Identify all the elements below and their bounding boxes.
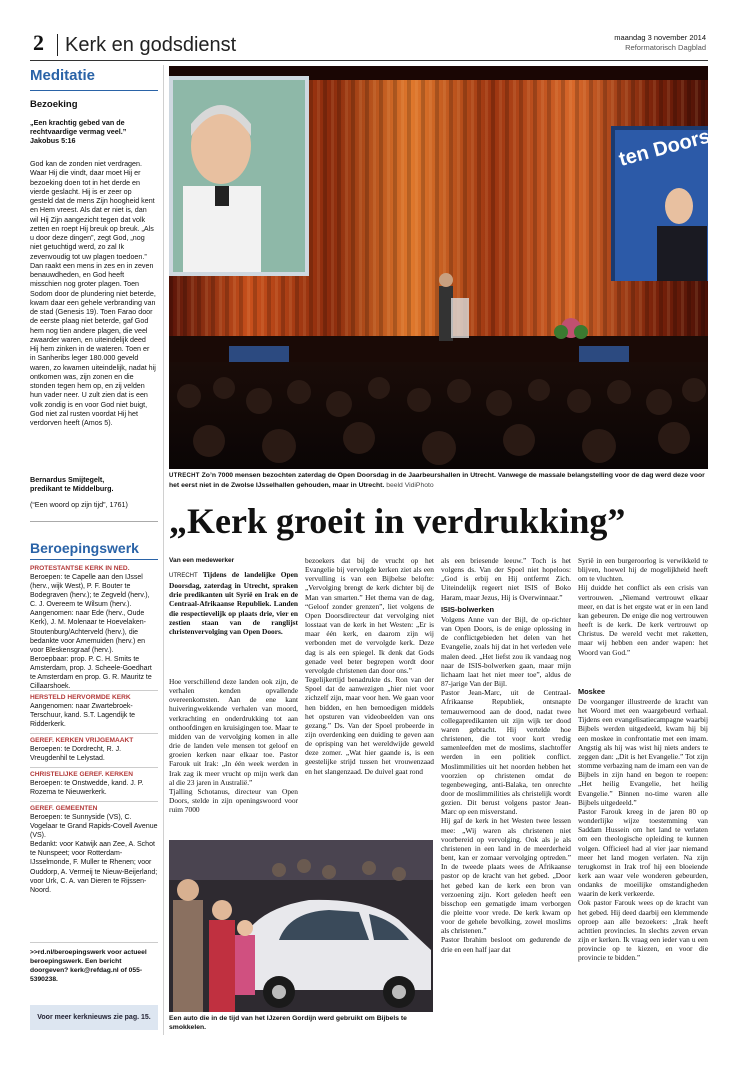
group-text-cgk: Beroepen: te Onstwedde, kand. J. P. Rozema te Nieuwerkerk.: [30, 780, 144, 797]
subhead-moskee: Moskee: [578, 687, 606, 696]
meditatie-quote: „Een krachtig gebed van de rechtvaardige vermag veel.” Jakobus 5:16: [30, 118, 127, 145]
meditatie-section: [30, 61, 158, 531]
page-number: 2: [33, 30, 44, 55]
article-col2: bezoekers dat bij de vrucht op het Evangelie bij vervolgde kerken ziet als een vervulling is van een Bijbelse belofte: „Vervolging brengt de kerk dichter bij de Man van smarten.” Het thema van de dag, “Geloof zonder grenzen”, liet volgens de Open Doorsdirecteur dat vervolging niet losstaat van de kerk in het Westen: „Er is maar één kerk, en daarom zijn wij verbonden met de vervolgde kerk. Deze dag is als een spiegel. Ik denk dat Gods genade veel beter begrepen wordt door vervolgde christenen dan door ons.” Tegelijkertijd benadrukte ds. Ron van der Spoel dat de aanwezigen „hier niet voor zichzelf zijn, maar voor hen. We gaan voor hen bidden, en hen bemoedigen middels het opsturen van videobeelden van ons gezang.” Ds. Van der Spoel probeerde in zijn overdenking een duiding te geven aan de oprisping van het wereldwijde geweld deze zomer. „Wat hier gaande is, is een geestelijke strijd tussen het vrouwenzaad en het slangenzaad. De duivel gaat rond: [305, 556, 434, 776]
group-text-pkn: Beroepen: te Capelle aan den IJssel (herv., wijk West), P. F. Bouter te Bodegraven (herv.); te Zegveld (herv.), C. J. Overeem te Wilsum (herv.). Aangenomen: naar Ede (herv., Oude Kerk), J. M. Molenaar te Hoevelaken-Stoutenburg/Achterveld (herv.), die bedankte voor Arnemuiden (herv.) en voor Bleskensgraaf (herv.). Beroepbaar: prop. P. C. H. Smits te Amsterdam, prop. J. Scheele-Goedhart te Amsterdam en prop. G. R. Mauritz te Cillaarshoek.: [30, 574, 152, 691]
group-title-gg: GEREF. GEMEENTEN: [30, 805, 98, 812]
subhead-isis: ISIS-bolwerken: [441, 605, 494, 614]
article-col4-body: De voorganger illustreerde de kracht van het Woord met een waargebeurd verhaal. Tijdens een evangelisatiecampagne waarbij Bijbels werden uitgedeeld, kwam hij bij een moskee in confrontatie met een imam. Angstig als hij was wist hij niets anders te zeggen dan: „Dit is het Evangelie.” Tot zijn stomme verbazing nam de imam een van de Bijbels in zijn hand en begon te roepen: „Het heilig Evangelie, het heilig Evangelie.” Binnen no-time waren alle Bijbels uitgedeeld.” Pastor Farouk kreeg in de jaren 80 op wonderlijke wijze toestemming van Saddam Hussein om het land te verlaten om een theologische opleiding te kunnen volgen. Officieel had al vier jaar niemand meer het land mogen verlaten. Na zijn terugkomst in Irak trof hij een bloeiende kerk aan waar vele wonderen gebeurden, ondanks de moeilijke omstandigheden waarin de kerk verkeerde. Ook pastor Farouk wees op de kracht van het gebed. Hij deed daarbij een klemmende oproep aan alle bezoekers: „Irak heeft achttien provincies. In slechts zeven ervan zijn er kerken. Ik vraag een ieder van u een provincie op te kiezen, en voor die provincie te bidden.”: [578, 697, 708, 963]
article-col1-body: Hoe verschillend deze landen ook zijn, de verhalen kenden opvallende overeenkomsten. Aan de ene kant huiveringwekkende verhalen van moord, verkrachting en onderdrukking tot aan onthoofdingen en kruisigingen toe. Maar te midden van de vervolging komen in alle drie de landen vele mensen tot geloof en groeien kerken naar elkaar toe. Pastor Farouk uit Irak: „In één week werden in Irak zag ik meer vrucht op mijn werk dan al die 23 jaren in Australië.” Tjalling Schotanus, directeur van Open Doors, stelde in zijn openingswoord voor ruim 7000: [169, 677, 298, 815]
more-news-text: Voor meer kerknieuws zie pag. 15.: [37, 1014, 151, 1021]
article-intro: Tijdens de landelijke Open Doorsdag, zaterdag in Utrecht, spraken drie predikanten uit Syrië en Irak en de Centraal-Afrikaanse Republiek. Landen die respectievelijk op plaats drie, vier en zestien staan van de ranglijst christenvervolging van Open Doors.: [169, 570, 298, 636]
article-col4: [578, 556, 708, 1061]
top-photo-caption: [169, 471, 708, 491]
article-col3-body: Volgens Anne van der Bijl, de op-richter van Open Doors, is de enige oplossing in de conflictgebieden het delen van het Evangelie, zoals hij dat in het verleden vele malen deed. „Het liefst zou ik vandaag nog naar de ISIS-bolwerken gaan, maar mijn lichaam laat het niet meer toe”, aldus de 87-jarige Van der Bijl. Pastor Jean-Marc, uit de Centraal-Afrikaanse Republiek, ontsnapte ternauwernood aan de dood, nadat twee collegapredikanten uit zijn wijk ter dood waren gebracht. Hij vertelde hoe christenen, die tot voor kort vredig samenleefden met de moslims, slachtoffer werden in een politiek conflict. Moslimmilities uit het noorden hebben het voorzien op christenen omdat de tegenbeweging, anti-Balaka, ten onrechte door de moslimmilities als christelijk wordt gezien. Dit berust volgens pastor Jean-Marc op een misverstand. Hij gaf de kerk in het Westen twee lessen mee: „Wij waren als christenen niet voorbereid op vervolging. Ook als je als christenen in een land in de meerderheid bent, kan er zomaar vervolging optreden.” In de tweede plaats wees de Afrikaanse pastor op de kracht van het gebed. „Door het gebed kan de kerk een bron van verzoening zijn. Kort geleden heeft een bisschop een gematigde imam verborgen die pleitte voor vrede. De kerk kwam op voor de gehele bevolking, zowel moslims als christenen.” Pastor Ibrahim besloot om gedurende de drie en een half jaar dat: [441, 615, 571, 954]
meditatie-source: (“Een woord op zijn tijd”, 1761): [30, 500, 128, 509]
svg-text:ten Doors: ten Doors: [616, 125, 713, 171]
article-lead: [169, 570, 298, 673]
group-divider: [30, 942, 158, 943]
group-text-gg: Beroepen: te Sunnyside (VS), C. Vogelaar te Grand Rapids-Covell Avenue (VS). Bedankt: voor Katwijk aan Zee, A. Schot te Nunspeet; voor Rotterdam-IJsselmonde, F. Muller te Rhenen; voor Ouddorp, A. Vermeij te Nieuw-Beijerland; voor Urk, C. A. van Dieren te Rijssen-Noord.: [30, 814, 158, 894]
beroepingswerk-rule: [30, 559, 158, 560]
photo-credit: beeld VidiPhoto: [386, 482, 434, 489]
car-photo: [169, 840, 433, 1012]
group-divider: [30, 733, 158, 734]
caption-dateline: UTRECHT: [169, 473, 200, 479]
caption-text: Zo’n 7000 mensen bezochten zaterdag de Open Doorsdag in de Jaarbeurshallen in Utrecht. Vanwege de massale belangstelling voor de dag werd deze voor het eerst niet in de Zwolse IJsselhallen gehouden, maar in Utrecht.: [169, 472, 705, 489]
newspaper-name: Reformatorisch Dagblad: [625, 43, 706, 52]
page-date: maandag 3 november 2014: [614, 33, 706, 42]
more-news-box: [30, 1005, 158, 1030]
group-title-pkn: PROTESTANTSE KERK IN NED.: [30, 565, 130, 572]
article-byline: Van een medewerker: [169, 557, 235, 564]
beroepingswerk-footer: >>rd.nl/beroepingswerk voor actueel beroepingswerk. Een bericht doorgeven? kerk@refdag.nl of 055-5390238.: [30, 949, 147, 983]
group-divider: [30, 767, 158, 768]
left-column-separator: [163, 65, 164, 1035]
stage-illustration: [169, 66, 713, 469]
group-title-cgk: CHRISTELIJKE GEREF. KERKEN: [30, 771, 133, 778]
event-photo: [169, 66, 713, 469]
article-headline: „Kerk groeit in verdrukking”: [169, 501, 626, 541]
article-col3: [441, 556, 571, 1061]
section-title: Kerk en godsdienst: [65, 34, 237, 56]
car-illustration: [169, 840, 433, 1012]
meditatie-rule: [30, 90, 158, 91]
article-col3-text: als een briesende leeuw.” Toch is het volgens ds. Van der Spoel niet hopeloos: „God is erbij en Hij ontfermt Zich. Uiteindelijk regeert niet ISIS of Boko Haram, maar Jezus, Hij is Overwinnaar.”: [441, 556, 571, 602]
meditatie-title: Bezoeking: [30, 99, 78, 110]
car-photo-caption: Een auto die in de tijd van het IJzeren Gordijn werd gebruikt om Bijbels te smokkelen.: [169, 1015, 407, 1031]
beroepingswerk-section: [30, 530, 158, 1040]
group-title-gkv: GEREF. KERKEN VRIJGEMAAKT: [30, 737, 134, 744]
group-divider: [30, 801, 158, 802]
group-text-hhk: Aangenomen: naar Zwartebroek-Terschuur, kand. S.T. Lagendijk te Ridderkerk.: [30, 703, 136, 729]
beroepingswerk-heading: Beroepingswerk: [30, 540, 139, 556]
meditatie-heading: Meditatie: [30, 67, 96, 84]
header-divider: [57, 34, 58, 56]
article-col1: [169, 570, 298, 835]
group-text-gkv: Beroepen: te Dordrecht, R. J. Vreugdenhil te Lelystad.: [30, 746, 122, 763]
group-divider: [30, 690, 158, 691]
article-dateline: UTRECHT: [169, 573, 198, 579]
meditatie-bottom-rule: [30, 521, 158, 522]
group-title-hhk: HERSTELD HERVORMDE KERK: [30, 694, 131, 701]
meditatie-author: Bernardus Smijtegelt, predikant te Middelburg.: [30, 475, 114, 493]
meditatie-body: God kan de zonden niet verdragen. Waar Hij die vindt, daar moet Hij er bezoeking doen tot in het derde en vierde geslacht. Hij is er zeer op gesteld dat de mens Zijn hoogheid kent en Hem vreest. Als dat er niet is, dan wil Hij Zijn aangezicht tegen dat volk zetten en roept Hij breuk op breuk. „Als u door deze dingen”, zegt God, „nog niet getuchtigd werd, zo zal Ik zevenvoudig tot uw plagen toedoen.” Dan raakt een mens in zes en in zeven benauwdheden, en God heeft misschien nog groter plagen. Toen Sodom door de plundering niet beterde, kwam daar een gehele verbranding van de stad (Genesis 19). Toen Farao door de eerste plaag niet beterde, gaf God hem nog tien andere plagen, die veel zwaarder waren, en uiteindelijk deed Hij hem zinken in de wateren. Toen er in Sanheribs leger 180.000 geveld waren, zo kwamen uiteindelijk, nadat hij ontkomen was, zijn zonen en die stonden tegen hem op, en zij velden hun vader neer. U zult zien dat is een volk zondig is en voor God niet buigt, God niet zal rusten voordat Hij het verdorven heeft (Amos 5).: [30, 160, 156, 427]
article-col4-text: Syrië in een burgeroorlog is verwikkeld te blijven, hoewel hij de mogelijkheid heeft om te vluchten. Hij duidde het conflict als een crisis van vertrouwen. „Niemand vertrouwt elkaar meer, en dat is het ergste wat er in een land kan gebeuren. De enige die nog vertrouwen heeft is de kerk. De kerk vertrouwt op Christus. De wereld vecht met raketten, maar wij hebben een ander wapen: het Woord van God.”: [578, 556, 708, 657]
